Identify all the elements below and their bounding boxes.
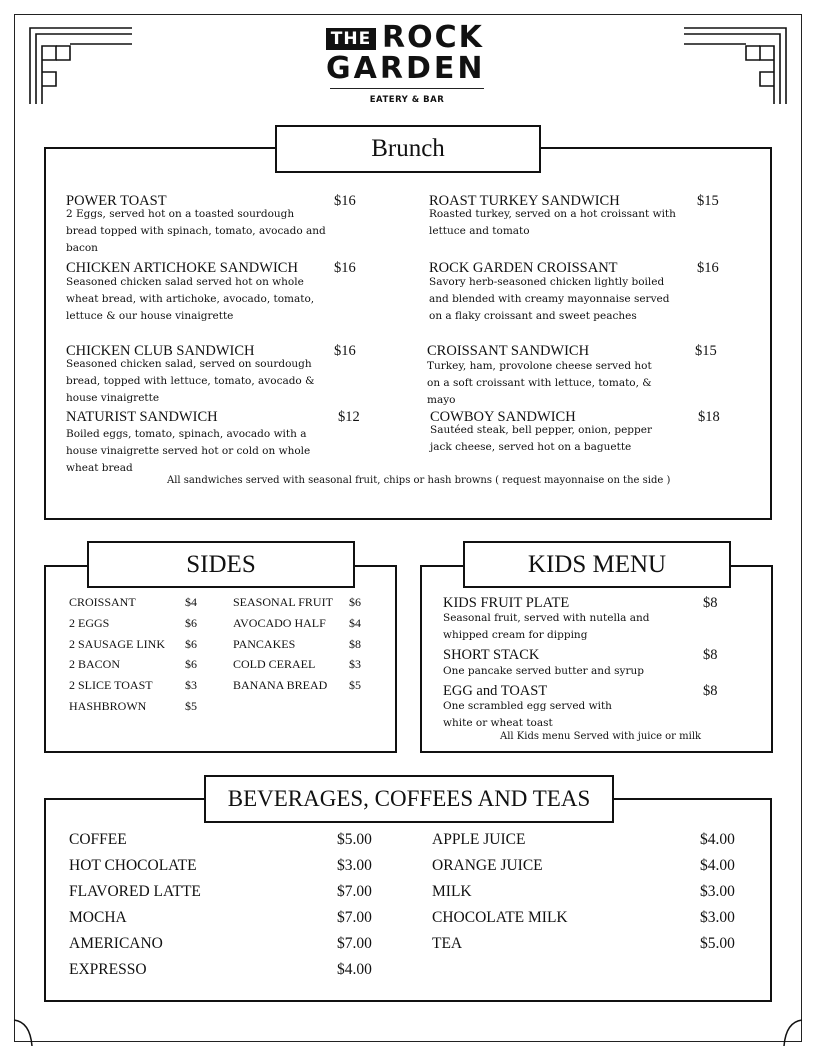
brunch-item-price: $16: [334, 260, 356, 276]
kids-item-name: EGG and TOAST: [443, 683, 548, 699]
kids-item-desc: One pancake served butter and syrup: [443, 665, 644, 677]
logo-rock: ROCK: [382, 20, 484, 55]
kids-item-price: $8: [703, 647, 718, 663]
beverage-price: $4.00: [700, 831, 735, 848]
logo-garden: GARDEN: [326, 51, 486, 86]
brunch-item-price: $12: [338, 409, 360, 425]
beverage-name: MOCHA: [69, 909, 127, 926]
corner-ornament-bottom-right: [774, 1018, 804, 1048]
logo-divider: [330, 88, 484, 89]
brunch-item-name: POWER TOAST: [66, 193, 167, 209]
beverage-name: APPLE JUICE: [432, 831, 526, 848]
beverage-name: ORANGE JUICE: [432, 857, 543, 874]
brunch-item-desc: Roasted turkey, served on a hot croissant with lettuce and tomato: [429, 208, 676, 237]
beverage-price: $7.00: [337, 909, 372, 926]
kids-title: KIDS MENU: [463, 541, 731, 588]
sides-item-price: $3: [185, 678, 197, 692]
beverage-name: CHOCOLATE MILK: [432, 909, 568, 926]
corner-ornament-top-left: [26, 24, 136, 106]
sides-item-name: AVOCADO HALF: [233, 616, 326, 630]
sides-title: SIDES: [87, 541, 355, 588]
sides-item-price: $6: [185, 637, 197, 651]
beverage-price: $5.00: [700, 935, 735, 952]
beverage-price: $3.00: [700, 883, 735, 900]
brunch-item-desc: Savory herb-seasoned chicken lightly boiled and blended with creamy mayonnaise served on a flaky croissant and sweet peaches: [429, 276, 670, 322]
beverage-name: EXPRESSO: [69, 961, 147, 978]
beverage-name: COFFEE: [69, 831, 127, 848]
beverage-price: $7.00: [337, 883, 372, 900]
kids-item-price: $8: [703, 595, 718, 611]
brunch-item-price: $16: [697, 260, 719, 276]
kids-item-desc: One scrambled egg served with white or wheat toast: [443, 700, 612, 729]
kids-item-desc: Seasonal fruit, served with nutella and whipped cream for dipping: [443, 612, 650, 641]
brunch-item-name: CHICKEN CLUB SANDWICH: [66, 343, 255, 359]
beverage-name: MILK: [432, 883, 472, 900]
brunch-item-name: ROCK GARDEN CROISSANT: [429, 260, 618, 276]
brunch-item-price: $16: [334, 193, 356, 209]
brunch-item-name: ROAST TURKEY SANDWICH: [429, 193, 620, 209]
sides-item-price: $6: [185, 616, 197, 630]
beverage-price: $3.00: [337, 857, 372, 874]
beverage-name: TEA: [432, 935, 463, 952]
sides-item-name: BANANA BREAD: [233, 678, 328, 692]
brunch-item-price: $16: [334, 343, 356, 359]
sides-item-price: $6: [185, 657, 197, 671]
sides-item-name: 2 EGGS: [69, 616, 110, 630]
sides-item-price: $6: [349, 595, 361, 609]
brunch-item-price: $15: [697, 193, 719, 209]
brunch-item-price: $18: [698, 409, 720, 425]
beverage-name: AMERICANO: [69, 935, 163, 952]
sides-item-price: $5: [349, 678, 361, 692]
brunch-title: Brunch: [275, 125, 541, 173]
sides-item-price: $5: [185, 699, 197, 713]
corner-ornament-bottom-left: [12, 1018, 42, 1048]
sides-item-price: $4: [349, 616, 361, 630]
sides-item-name: SEASONAL FRUIT: [233, 595, 333, 609]
brunch-item-desc: Seasoned chicken salad, served on sourdough bread, topped with lettuce, tomato, avocado & house vinaigrette: [66, 358, 315, 404]
sides-item-name: 2 SAUSAGE LINK: [69, 637, 165, 651]
beverage-price: $3.00: [700, 909, 735, 926]
brunch-item-desc: Sautéed steak, bell pepper, onion, pepper jack cheese, served hot on a baguette: [430, 424, 652, 453]
beverage-price: $4.00: [700, 857, 735, 874]
corner-ornament-top-right: [680, 24, 790, 106]
kids-item-price: $8: [703, 683, 718, 699]
sides-item-name: CROISSANT: [69, 595, 136, 609]
brunch-item-desc: Turkey, ham, provolone cheese served hot on a soft croissant with lettuce, tomato, & mayo: [427, 360, 652, 406]
brunch-item-name: CROISSANT SANDWICH: [427, 343, 590, 359]
sides-item-name: 2 BACON: [69, 657, 121, 671]
beverage-name: HOT CHOCOLATE: [69, 857, 197, 874]
beverage-name: FLAVORED LATTE: [69, 883, 201, 900]
sides-item-price: $4: [185, 595, 197, 609]
beverages-title: BEVERAGES, COFFEES AND TEAS: [204, 775, 614, 823]
sides-item-price: $3: [349, 657, 361, 671]
kids-note: All Kids menu Served with juice or milk: [500, 731, 702, 742]
sides-item-name: 2 SLICE TOAST: [69, 678, 153, 692]
brunch-item-desc: Boiled eggs, tomato, spinach, avocado with a house vinaigrette served hot or cold on whole wheat bread: [66, 428, 311, 474]
brunch-item-name: CHICKEN ARTICHOKE SANDWICH: [66, 260, 298, 276]
sides-item-price: $8: [349, 637, 361, 651]
sides-item-name: COLD CERAEL: [233, 657, 316, 671]
brunch-item-desc: Seasoned chicken salad served hot on whole wheat bread, with artichoke, avocado, tomato, lettuce & our house vinaigrette: [66, 276, 315, 322]
logo-the: THE: [326, 28, 376, 50]
brunch-item-name: COWBOY SANDWICH: [430, 409, 576, 425]
beverage-price: $5.00: [337, 831, 372, 848]
sides-item-name: HASHBROWN: [69, 699, 147, 713]
brunch-item-name: NATURIST SANDWICH: [66, 409, 218, 425]
kids-item-name: KIDS FRUIT PLATE: [443, 595, 570, 611]
sides-item-name: PANCAKES: [233, 637, 296, 651]
beverage-price: $7.00: [337, 935, 372, 952]
brunch-item-price: $15: [695, 343, 717, 359]
brunch-note: All sandwiches served with seasonal fruit, chips or hash browns ( request mayonnaise on the side ): [167, 475, 671, 486]
logo-tagline: EATERY & BAR: [369, 95, 445, 105]
beverage-price: $4.00: [337, 961, 372, 978]
kids-item-name: SHORT STACK: [443, 647, 540, 663]
brunch-item-desc: 2 Eggs, served hot on a toasted sourdough bread topped with spinach, tomato, avocado and bacon: [66, 208, 326, 254]
